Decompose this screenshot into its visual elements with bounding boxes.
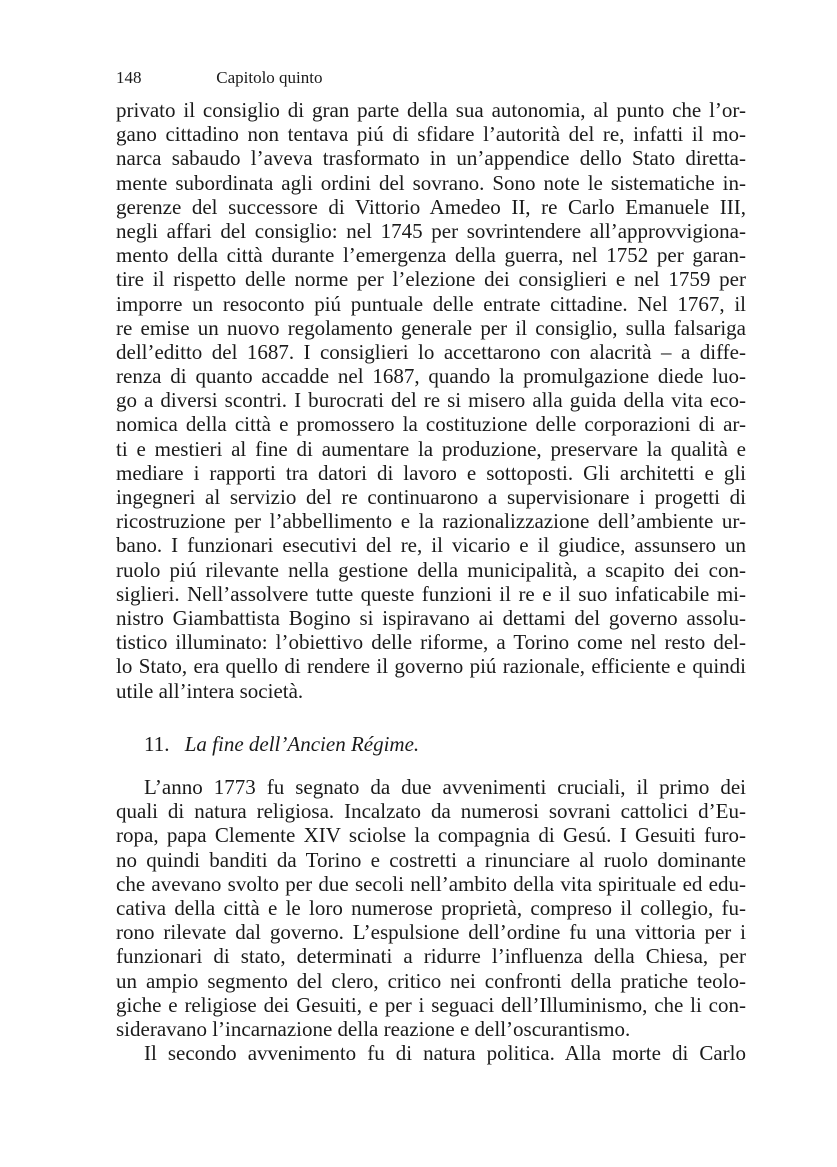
section-heading	[144, 730, 744, 758]
text-line: re emise un nuovo regolamento generale per il consiglio, sulla falsariga	[116, 315, 746, 340]
paragraph-2	[116, 775, 746, 1065]
text-line: mediare i rapporti tra datori di lavoro e sottoposti. Gli architetti e gli	[116, 460, 746, 485]
text-line: negli affari del consiglio: nel 1745 per sovrintendere all’approvvigiona-	[116, 218, 746, 243]
text-line: tire il rispetto delle norme per l’elezione dei consiglieri e nel 1759 per	[116, 267, 746, 292]
text-line: narca sabaudo l’aveva trasformato in un’appendice dello Stato diretta-	[116, 146, 746, 171]
text-line: dell’editto del 1687. I consiglieri lo accettarono con alacrità – a diffe-	[116, 339, 746, 364]
chapter-title: Capitolo quinto	[216, 68, 323, 87]
text-line: ropa, papa Clemente XIV sciolse la compagnia di Gesú. I Gesuiti furo-	[116, 823, 746, 848]
text-line: Il secondo avvenimento fu di natura politica. Alla morte di Carlo	[144, 1041, 746, 1066]
text-line: gerenze del successore di Vittorio Amedeo II, re Carlo Emanuele III,	[116, 194, 746, 219]
text-line: mente subordinata agli ordini del sovrano. Sono note le sistematiche in-	[116, 170, 746, 195]
text-line: siglieri. Nell’assolvere tutte queste funzioni il re e il suo infaticabile mi-	[116, 581, 746, 606]
text-line: privato il consiglio di gran parte della sua autonomia, al punto che l’or-	[116, 98, 746, 122]
text-line: sideravano l’incarnazione della reazione e dell’oscurantismo.	[116, 1016, 631, 1041]
text-line: ingegneri al servizio del re continuarono a supervisionare i progetti di	[116, 485, 746, 509]
text-line: ricostruzione per l’abbellimento e la razionalizzazione dell’ambiente ur-	[116, 509, 746, 534]
text-line: funzionari di stato, determinati a ridurre l’influenza della Chiesa, per	[116, 944, 746, 969]
text-line: cativa della città e le loro numerose proprietà, compreso il collegio, fu-	[116, 895, 746, 920]
text-line: no quindi banditi da Torino e costretti a rinunciare al ruolo dominante	[116, 847, 746, 872]
text-line: bano. I funzionari esecutivi del re, il vicario e il giudice, assunsero un	[116, 533, 746, 558]
text-line: tistico illuminato: l’obiettivo delle riforme, a Torino come nel resto del-	[116, 630, 746, 655]
paragraph-1	[116, 98, 746, 703]
text-line: quali di natura religiosa. Incalzato da numerosi sovrani cattolici d’Eu-	[116, 799, 746, 824]
text-line: renza di quanto accadde nel 1687, quando la promulgazione diede luo-	[116, 364, 746, 389]
text-line: utile all’intera società.	[116, 678, 304, 703]
text-line: che avevano svolto per due secoli nell’ambito della vita spirituale ed edu-	[116, 871, 746, 896]
text-line: ti e mestieri al fine di aumentare la produzione, preservare la qualità e	[116, 436, 746, 461]
text-line: gano cittadino non tentava piú di sfidare l’autorità del re, infatti il mo-	[116, 122, 746, 147]
text-line: un ampio segmento del clero, critico nei confronti della pratiche teolo-	[116, 968, 746, 993]
text-line: imporre un resoconto piú puntuale delle entrate cittadine. Nel 1767, il	[116, 291, 746, 316]
text-line: nomica della città e promossero la costituzione delle corporazioni di ar-	[116, 412, 746, 437]
text-line: ruolo piú rilevante nella gestione della municipalità, a scapito dei con-	[116, 557, 746, 582]
text-line: rono rilevate dal governo. L’espulsione dell’ordine fu una vittoria per i	[116, 920, 746, 945]
text-line: L’anno 1773 fu segnato da due avvenimenti cruciali, il primo dei	[144, 775, 746, 799]
text-line: nistro Giambattista Bogino si ispiravano ai dettami del governo assolu-	[116, 605, 746, 630]
text-line: mento della città durante l’emergenza della guerra, nel 1752 per garan-	[116, 243, 746, 268]
section-number: 11.	[144, 732, 170, 756]
running-head	[116, 66, 746, 90]
text-line: go a diversi scontri. I burocrati del re si misero alla guida della vita eco-	[116, 388, 746, 413]
page-number: 148	[116, 68, 142, 87]
section-title: La fine dell’Ancien Régime.	[184, 732, 420, 756]
text-line: giche e religiose dei Gesuiti, e per i seguaci dell’Illuminismo, che li con-	[116, 992, 746, 1017]
text-line: lo Stato, era quello di rendere il governo piú razionale, efficiente e quindi	[116, 654, 746, 679]
